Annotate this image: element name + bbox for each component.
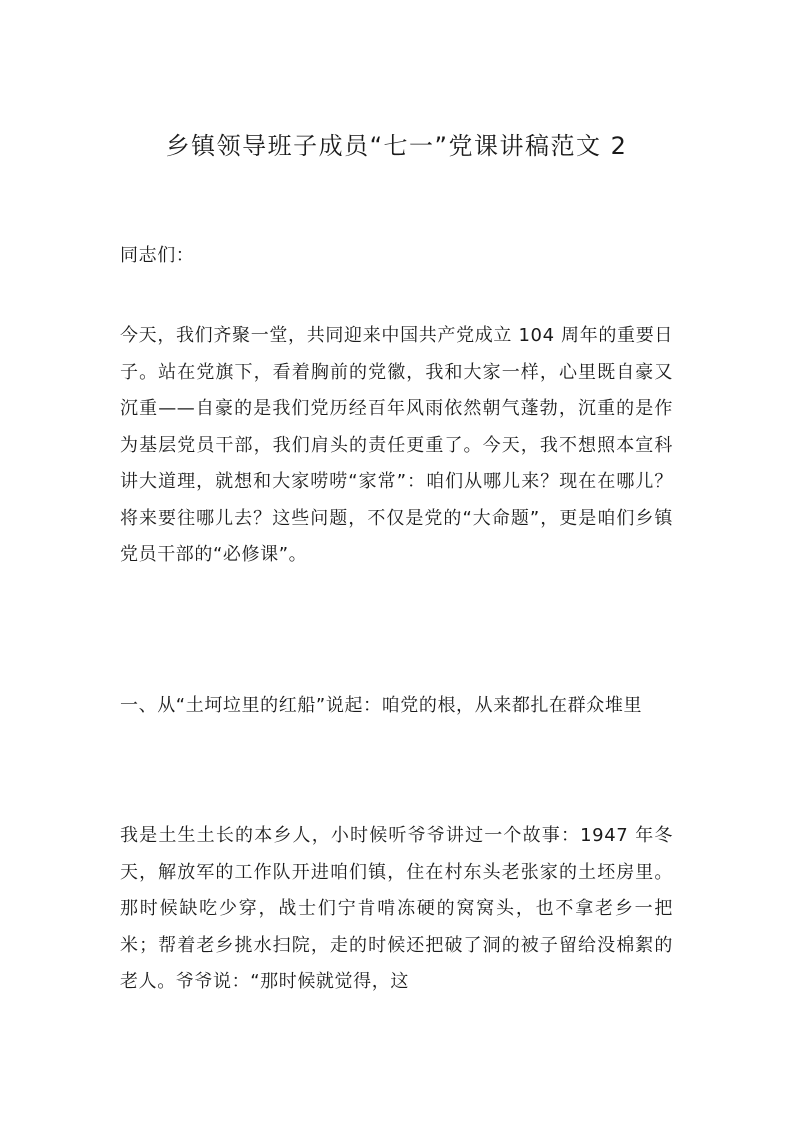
paragraph-story: 我是土生土长的本乡人，小时候听爷爷讲过一个故事：1947 年冬天，解放军的工作队开进咱们镇，住在村东头老张家的土坯房里。那时候缺吃少穿，战士们宁肯啃冻硬的窝窝头，也不拿老乡一把米；帮着老乡挑水扫院，走的时候还把破了洞的被子留给没棉絮的老人。爷爷说：“那时候就觉得，这 (120, 825, 673, 992)
document-title: 乡镇领导班子成员“七一”党课讲稿范文 2 (165, 132, 628, 160)
paragraph-opening: 今天，我们齐聚一堂，共同迎来中国共产党成立 104 周年的重要日子。站在党旗下，看着胸前的党徽，我和大家一样，心里既自豪又沉重——自豪的是我们党历经百年风雨依然朝气蓬勃，沉重的是作为基层党员干部，我们肩头的责任更重了。今天，我不想照本宣科讲大道理，就想和大家唠唠“家常”：咱们从哪儿来？现在在哪儿？将来要往哪儿去？这些问题，不仅是党的“大命题”，更是咱们乡镇党员干部的“必修课”。 (120, 325, 673, 565)
section-heading-1: 一、从“土坷垃里的红船”说起：咱党的根，从来都扎在群众堆里 (120, 695, 643, 716)
greeting-line: 同志们： (120, 245, 195, 266)
